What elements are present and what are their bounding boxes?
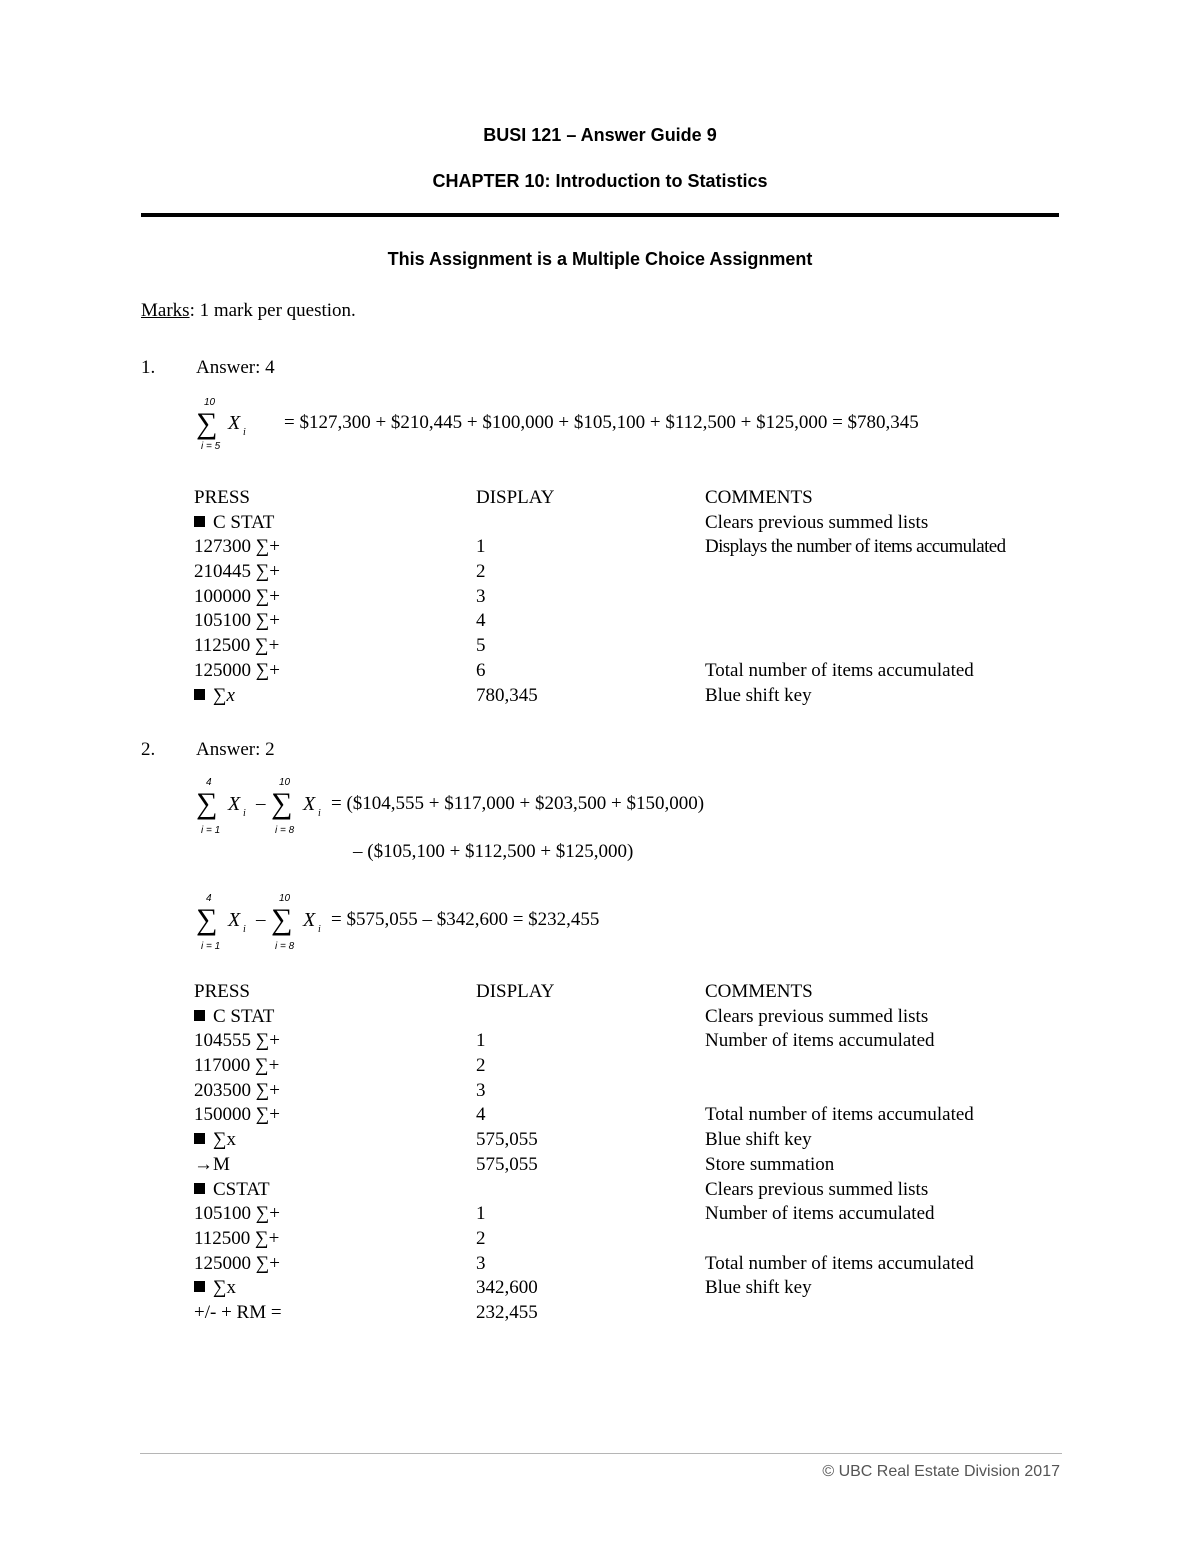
display-cell: 4	[476, 610, 486, 632]
press-cell	[194, 1005, 274, 1030]
header-divider	[141, 213, 1059, 217]
header-press: PRESS	[194, 487, 250, 508]
press-text: ∑x	[213, 1277, 237, 1299]
q2-var-sub-1: i	[243, 924, 246, 935]
press-text: 105100 ∑+	[194, 1203, 281, 1225]
q2-equation-line2: – ($105,100 + $112,500 + $125,000)	[353, 841, 634, 862]
press-text: CSTAT	[213, 1178, 270, 1200]
q2-equation-line1: = ($104,555 + $117,000 + $203,500 + $150,000)	[331, 793, 705, 814]
display-cell: 1	[476, 1203, 486, 1225]
q1-sum-upper: 10	[204, 397, 216, 408]
display-cell: 2	[476, 561, 486, 583]
comment-cell: Total number of items accumulated	[705, 1104, 974, 1126]
press-cell	[194, 1029, 280, 1054]
press-text: ∑x	[213, 1129, 237, 1151]
press-text: 117000 ∑+	[194, 1055, 280, 1077]
shift-key-icon	[194, 1133, 205, 1144]
press-text: 125000 ∑+	[194, 659, 281, 681]
press-text: 203500 ∑+	[194, 1079, 281, 1101]
summation-icon: ∑	[271, 787, 293, 820]
chapter-title: CHAPTER 10: Introduction to Statistics	[432, 171, 768, 191]
press-text: +/- + RM =	[194, 1301, 282, 1323]
comment-cell: Displays the number of items accumulated	[705, 536, 1006, 558]
shift-key-icon	[194, 689, 205, 700]
summation-icon: ∑	[196, 903, 218, 936]
comment-cell: Number of items accumulated	[705, 1030, 935, 1052]
shift-key-icon	[194, 1010, 205, 1021]
display-cell: 780,345	[476, 684, 538, 706]
press-text: C STAT	[213, 511, 275, 533]
press-text: 210445 ∑+	[194, 561, 281, 583]
q2-sum2-lower: i = 8	[275, 941, 295, 952]
q2-var-sub-2: i	[318, 924, 321, 935]
q2-minus-1: –	[256, 793, 266, 814]
display-cell: 575,055	[476, 1129, 538, 1151]
press-text: 112500 ∑+	[194, 1227, 280, 1249]
press-text: →M	[194, 1153, 230, 1175]
q2-sum1-lower: i = 1	[201, 825, 221, 836]
press-cell	[194, 634, 279, 659]
q2-var-1: X	[228, 909, 241, 931]
q1-var: X	[228, 412, 241, 434]
marks-text: : 1 mark per question.	[189, 300, 356, 321]
display-cell: 6	[476, 659, 486, 681]
press-cell	[194, 585, 280, 610]
comment-cell: Clears previous summed lists	[705, 1178, 929, 1200]
display-cell: 2	[476, 1227, 486, 1249]
press-text: 127300 ∑+	[194, 536, 281, 558]
marks-line	[141, 300, 356, 322]
press-cell	[194, 1054, 279, 1079]
display-cell: 1	[476, 536, 486, 558]
press-text: 150000 ∑+	[194, 1104, 281, 1126]
q1-answer: Answer: 4	[196, 357, 275, 378]
comment-cell: Store summation	[705, 1153, 835, 1175]
q2-equation-result: = $575,055 – $342,600 = $232,455	[331, 909, 600, 930]
press-text: C STAT	[213, 1005, 275, 1027]
header-comments: COMMENTS	[705, 487, 813, 508]
comment-cell: Clears previous summed lists	[705, 511, 929, 533]
press-cell	[194, 1252, 280, 1277]
press-cell	[194, 1301, 282, 1326]
press-text: ∑x	[213, 684, 235, 706]
press-cell	[194, 659, 280, 684]
press-text: 112500 ∑+	[194, 635, 280, 657]
assignment-type: This Assignment is a Multiple Choice Assignment	[387, 249, 813, 269]
display-cell: 4	[476, 1104, 486, 1126]
press-text: 100000 ∑+	[194, 585, 281, 607]
header-comments: COMMENTS	[705, 981, 813, 1002]
q2-sum1-lower: i = 1	[201, 941, 221, 952]
press-cell	[194, 609, 280, 634]
display-cell: 3	[476, 1079, 486, 1101]
display-cell: 5	[476, 635, 486, 657]
footer-divider	[140, 1453, 1062, 1454]
press-text: 125000 ∑+	[194, 1252, 281, 1274]
comment-cell: Blue shift key	[705, 1129, 812, 1151]
display-cell: 3	[476, 1252, 486, 1274]
comment-cell: Blue shift key	[705, 1277, 812, 1299]
q1-var-sub: i	[243, 427, 246, 438]
display-cell: 342,600	[476, 1277, 538, 1299]
display-cell: 3	[476, 585, 486, 607]
q2-minus-2: –	[256, 909, 266, 930]
press-cell	[194, 1153, 230, 1178]
q2-var-2: X	[303, 793, 316, 815]
q2-var-sub-2: i	[318, 808, 321, 819]
q2-var-2: X	[303, 909, 316, 931]
press-cell	[194, 1103, 280, 1128]
display-cell: 575,055	[476, 1153, 538, 1175]
press-cell	[194, 1227, 279, 1252]
display-cell: 232,455	[476, 1301, 538, 1323]
press-cell	[194, 1276, 236, 1301]
q1-equation: = $127,300 + $210,445 + $100,000 + $105,100 + $112,500 + $125,000 = $780,345	[284, 412, 919, 433]
press-cell	[194, 535, 280, 560]
marks-label: Marks	[141, 300, 190, 321]
comment-cell: Blue shift key	[705, 684, 812, 706]
press-cell	[194, 511, 274, 536]
press-cell	[194, 1178, 270, 1203]
header-display: DISPLAY	[476, 487, 555, 508]
summation-icon: ∑	[196, 407, 218, 440]
q2-var-sub-1: i	[243, 808, 246, 819]
q2-sum2-upper: 10	[279, 893, 291, 904]
shift-key-icon	[194, 1281, 205, 1292]
q1-sum-lower: i = 5	[201, 441, 221, 452]
summation-icon: ∑	[196, 787, 218, 820]
q2-answer: Answer: 2	[196, 739, 275, 760]
display-cell: 2	[476, 1055, 486, 1077]
display-cell: 1	[476, 1030, 486, 1052]
comment-cell: Total number of items accumulated	[705, 659, 974, 681]
footer-copyright: © UBC Real Estate Division 2017	[822, 1463, 1060, 1480]
q2-var-1: X	[228, 793, 241, 815]
shift-key-icon	[194, 1183, 205, 1194]
q2-sum1-upper: 4	[206, 893, 212, 904]
comment-cell: Total number of items accumulated	[705, 1252, 974, 1274]
q2-number: 2.	[141, 739, 156, 760]
press-cell	[194, 684, 235, 709]
press-text: 105100 ∑+	[194, 610, 281, 632]
q1-number: 1.	[141, 357, 156, 378]
summation-icon: ∑	[271, 903, 293, 936]
document-title: BUSI 121 – Answer Guide 9	[483, 125, 717, 145]
q2-sum1-upper: 4	[206, 777, 212, 788]
shift-key-icon	[194, 516, 205, 527]
q2-sum2-lower: i = 8	[275, 825, 295, 836]
press-cell	[194, 1079, 280, 1104]
press-cell	[194, 1128, 236, 1153]
press-cell	[194, 560, 280, 585]
q2-sum2-upper: 10	[279, 777, 291, 788]
header-press: PRESS	[194, 981, 250, 1002]
header-display: DISPLAY	[476, 981, 555, 1002]
press-text: 104555 ∑+	[194, 1030, 281, 1052]
press-cell	[194, 1202, 280, 1227]
comment-cell: Number of items accumulated	[705, 1203, 935, 1225]
comment-cell: Clears previous summed lists	[705, 1005, 929, 1027]
